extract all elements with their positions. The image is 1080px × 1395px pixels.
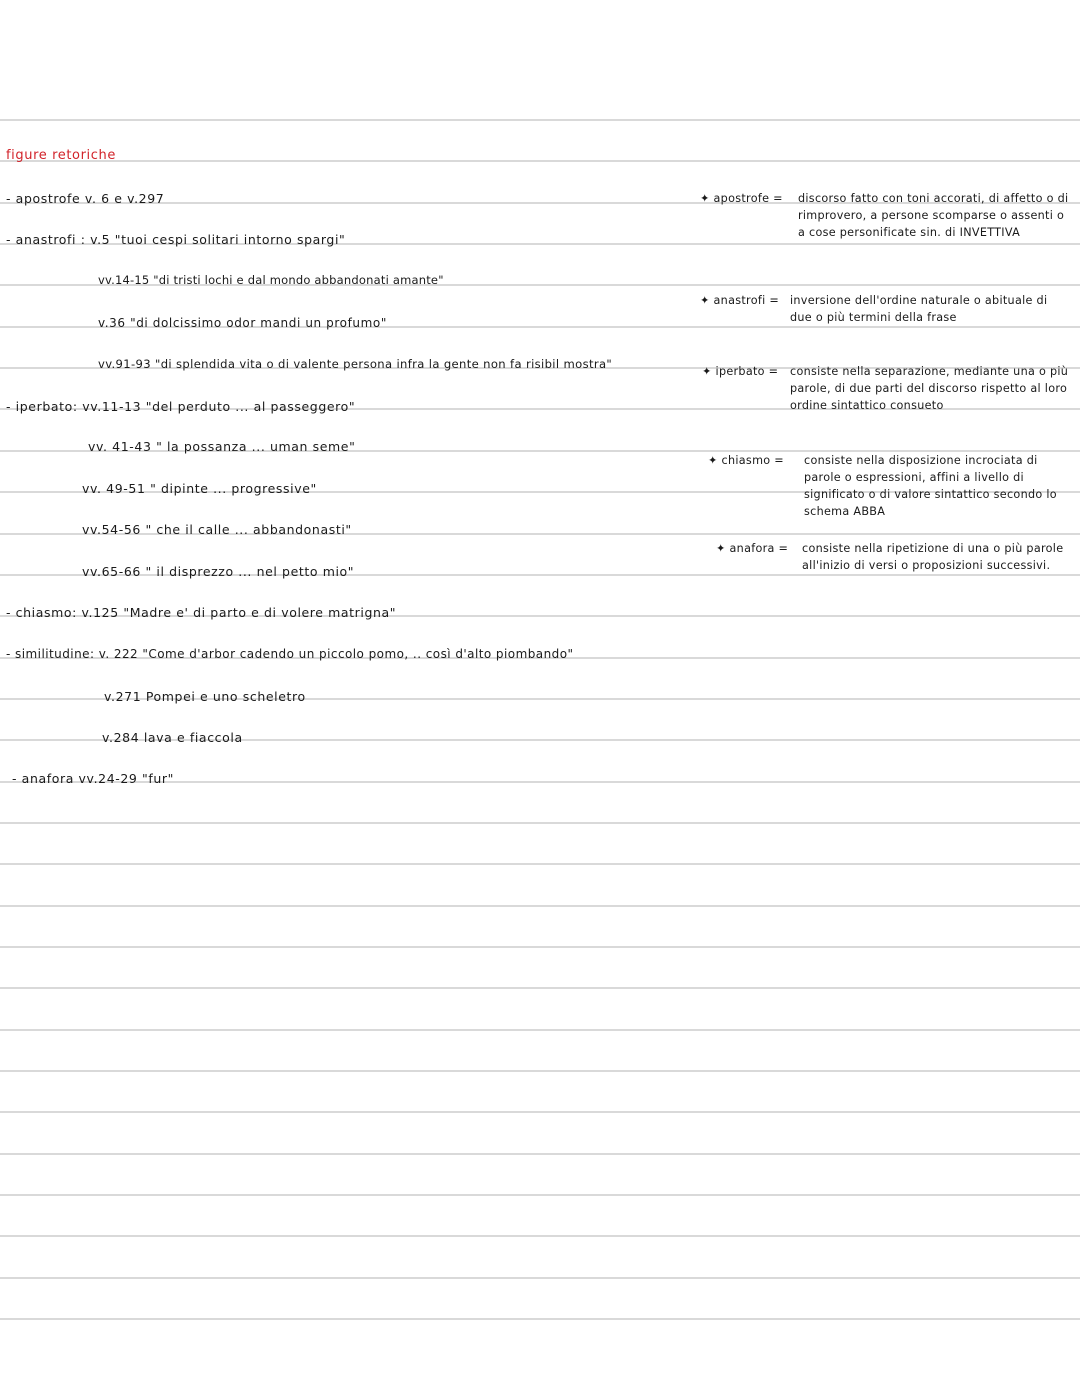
definition-text: consiste nella separazione, mediante una o più parole, di due parti del discorso rispetto al loro ordine sintattico consueto [790,365,1069,412]
definition-anafora [716,540,1072,592]
definition-term: ✦ apostrofe = [700,192,783,205]
ruled-line [0,119,1080,121]
definition-chiasmo [708,452,1072,522]
ruled-line [0,1318,1080,1320]
list-item: vv.91-93 "di splendida vita o di valente persona infra la gente non fa risibil mostra" [98,357,613,371]
ruled-line [0,1029,1080,1031]
ruled-line [0,987,1080,989]
list-item: - iperbato: vv.11-13 "del perduto ... al passeggero" [6,399,356,414]
ruled-line [0,946,1080,948]
ruled-line [0,863,1080,865]
list-item: vv. 41-43 " la possanza ... uman seme" [88,439,356,454]
definition-text: discorso fatto con toni accorati, di affetto o di rimprovero, a persone scomparse o assenti o a cose personificate sin. di INVETTIVA [798,192,1069,239]
ruled-line [0,1153,1080,1155]
ruled-line [0,1111,1080,1113]
list-item: - anafora vv.24-29 "fur" [12,771,175,786]
definition-apostrofe [700,190,1072,262]
ruled-line [0,1070,1080,1072]
list-item: vv.14-15 "di tristi lochi e dal mondo abbandonati amante" [98,273,444,287]
definition-term: ✦ anastrofi = [700,294,780,307]
definition-iperbato [702,363,1072,433]
definition-term: ✦ chiasmo = [708,454,784,467]
definition-text: consiste nella ripetizione di una o più parole all'inizio di versi o proposizioni successivi. [802,542,1064,572]
list-item: vv.65-66 " il disprezzo ... nel petto mio" [82,564,355,579]
list-item: v.284 lava e fiaccola [102,730,243,745]
ruled-line [0,160,1080,162]
ruled-line [0,1235,1080,1237]
list-item: - anastrofi : v.5 "tuoi cespi solitari intorno spargi" [6,232,346,247]
list-item: - similitudine: v. 222 "Come d'arbor cadendo un piccolo pomo, .. così d'alto piombando" [6,647,574,661]
definition-anastrofi [700,292,1072,328]
list-item: v.36 "di dolcissimo odor mandi un profumo" [98,316,387,330]
ruled-line [0,1194,1080,1196]
list-item: - chiasmo: v.125 "Madre e' di parto e di volere matrigna" [6,605,397,620]
ruled-line [0,1277,1080,1279]
definition-text: inversione dell'ordine naturale o abituale di due o più termini della frase [790,294,1048,324]
page-title: figure retoriche [6,148,116,163]
ruled-line [0,905,1080,907]
ruled-line [0,822,1080,824]
list-item: vv.54-56 " che il calle ... abbandonasti" [82,522,352,537]
list-item: vv. 49-51 " dipinte ... progressive" [82,481,317,496]
list-item: v.271 Pompei e uno scheletro [104,689,306,704]
list-item: - apostrofe v. 6 e v.297 [6,191,165,206]
definition-text: consiste nella disposizione incrociata di parole o espressioni, affini a livello di significato o di valore sintattico secondo lo schema ABBA [804,454,1057,518]
definition-term: ✦ iperbato = [702,365,779,378]
definition-term: ✦ anafora = [716,542,789,555]
